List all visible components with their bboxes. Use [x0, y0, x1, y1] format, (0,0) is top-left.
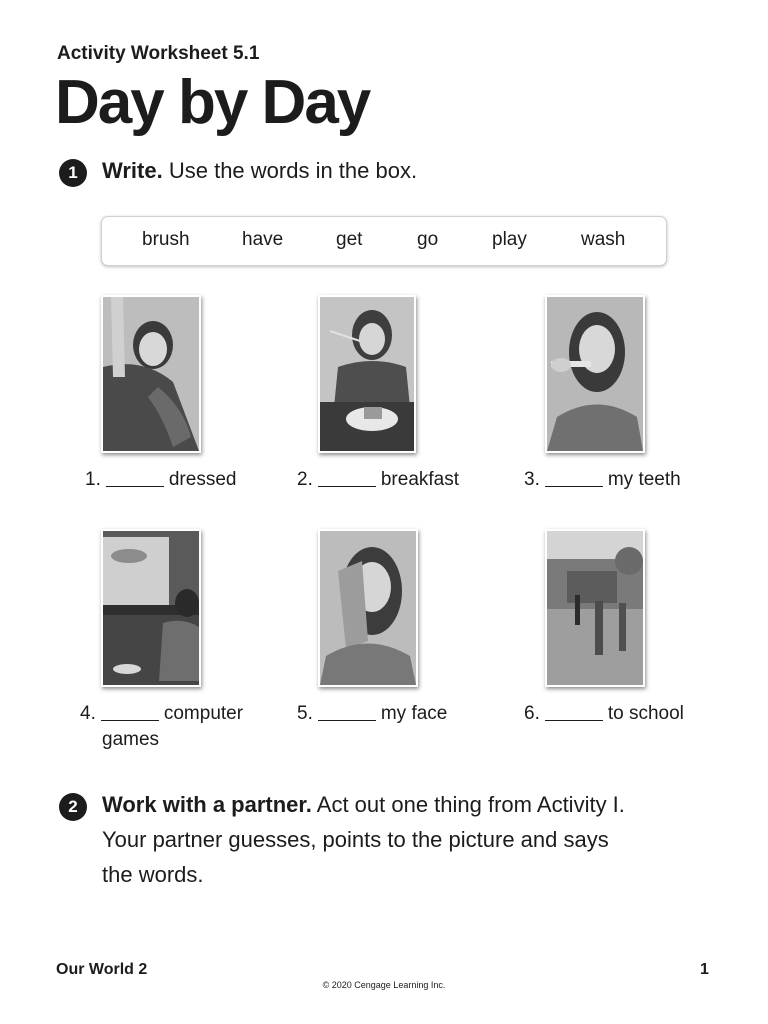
photo-getting-dressed	[101, 295, 201, 453]
activity-2-verb: Work with a partner.	[102, 792, 312, 817]
item-number: 2.	[297, 469, 313, 490]
item-number: 5.	[297, 703, 313, 724]
item-number: 1.	[85, 469, 101, 490]
answer-blank[interactable]	[106, 486, 164, 487]
item-text: to school	[607, 703, 684, 724]
photo-washing-face	[318, 529, 418, 687]
photo-computer-games	[101, 529, 201, 687]
word-box-item: play	[492, 229, 527, 250]
activity-2-line3: the words.	[102, 862, 204, 887]
worksheet-label: Activity Worksheet 5.1	[57, 43, 260, 64]
item-number: 4.	[80, 703, 96, 724]
item-number: 3.	[524, 469, 540, 490]
item-text: breakfast	[380, 469, 460, 490]
activity-1-instruction	[102, 153, 417, 188]
page-number: 1	[700, 961, 709, 978]
answer-blank[interactable]	[101, 720, 159, 721]
caption-1	[85, 469, 236, 491]
caption-4	[80, 703, 243, 725]
item-text: dressed	[168, 469, 237, 490]
caption-3	[524, 469, 681, 491]
word-box	[101, 216, 667, 266]
activity-1-text: Use the words in the box.	[168, 158, 418, 183]
item-text: my teeth	[607, 469, 681, 490]
activity-2-line2: Your partner guesses, points to the picture and says	[102, 827, 609, 852]
activity-2-line1: Act out one thing from Activity I.	[316, 792, 625, 817]
caption-2	[297, 469, 459, 491]
caption-4-line2: games	[102, 729, 160, 750]
word-box-item: go	[417, 229, 439, 250]
word-box-item: get	[336, 229, 363, 250]
activity-2-instruction	[102, 787, 742, 892]
page-title: Day by Day	[55, 68, 370, 137]
word-box-item: brush	[142, 229, 190, 250]
answer-blank[interactable]	[545, 720, 603, 721]
word-box-item: have	[242, 229, 284, 250]
photo-going-to-school	[545, 529, 645, 687]
footer-book-title: Our World 2	[56, 961, 148, 978]
photo-eating-breakfast	[318, 295, 416, 453]
answer-blank[interactable]	[318, 720, 376, 721]
caption-6	[524, 703, 684, 725]
answer-blank[interactable]	[318, 486, 376, 487]
caption-5	[297, 703, 447, 725]
item-text: computer	[163, 703, 244, 724]
item-number: 6.	[524, 703, 540, 724]
copyright: © 2020 Cengage Learning Inc.	[322, 980, 446, 990]
activity-1-verb: Write.	[102, 158, 163, 183]
answer-blank[interactable]	[545, 486, 603, 487]
word-box-item: wash	[581, 229, 626, 250]
activity-2-number: 2	[59, 793, 87, 821]
activity-1-number: 1	[59, 159, 87, 187]
photo-brushing-teeth	[545, 295, 645, 453]
item-text: my face	[380, 703, 448, 724]
